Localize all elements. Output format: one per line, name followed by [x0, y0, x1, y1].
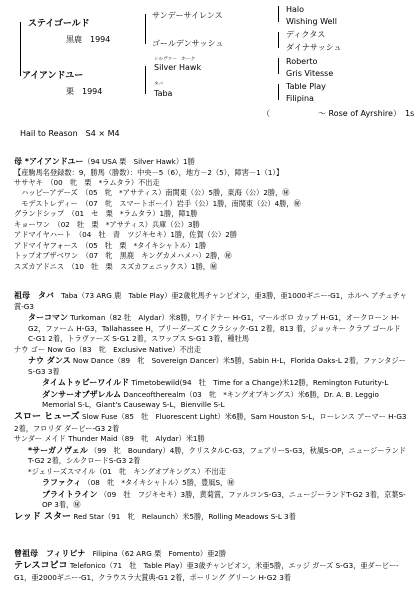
progeny-entry [14, 411, 407, 434]
greatgranddam-section [14, 548, 407, 583]
progeny-record: Turkoman（82 牡 Alydar）米8勝，ワイドナー H-G1，マールボロ カップ H-G1，オークローン H-G2，ファーム H-G3，Tallahassee H，ブリーダーズ C クラシック-G1 2着，813 着，ジョッキー クラブ ゴールド C-G1 2着，トラヴァーズ S-G1 2着，スワップス S-G1 3着，種牡馬 [28, 313, 401, 344]
sire-name: ステイゴールド [28, 19, 90, 29]
dam-dam-ruby: タバ [154, 82, 164, 87]
granddam-heading: 祖母 タバ [14, 291, 54, 300]
sdam-dam: ダイナサッシュ [286, 43, 342, 52]
progeny-name: *サーガノヴェル [28, 445, 88, 455]
progeny-record: ナウ ゴー Now Go（83 牝 Exclusive Native）不出走 [14, 344, 202, 354]
progeny-entry [14, 511, 407, 524]
progeny-record: （09 牡 フジキセキ）3勝，黄菊賞，ファルコンS-G3，ニュージーランドT-G2 3着，京葉S-OP 3着，㊙ [42, 489, 406, 510]
progeny-entry [14, 434, 407, 444]
mother-line: アドマイヤフォース （05 牡 栗 *タイキシャトル）1勝 [14, 240, 207, 250]
mother-line: アドマイヤハート （04 牡 青 ツジキセキ）1勝，佐賀（公）2勝 [14, 230, 237, 240]
progeny-entry [14, 445, 407, 467]
progeny-name: テレスコピコ [14, 560, 68, 571]
ssire-sire: Halo [286, 5, 305, 14]
progeny-entry [14, 377, 407, 389]
progeny-record: サンダー メイド Thunder Maid（89 牝 Alydar）米1勝 [14, 434, 205, 444]
pedigree-line [278, 58, 279, 74]
greatgranddam-lines [14, 560, 407, 583]
dam-sire: Silver Hawk [154, 63, 202, 72]
progeny-record: Slow Fuse（85 牡 Fluorescent Light）米6勝，Sam Houston S-L，ローレンス アーマー H-G3 2着，フロリダ ダービー-G3 2着 [14, 411, 407, 433]
mother-line: グランドシップ （01 セ 栗 *ラムタラ）1勝，障1勝 [14, 209, 198, 219]
progeny-record: Telefonico（71 牡 Table Play）亜3歳チャンピオン，米亜5勝，エッジ ガーズ S-G3，亜ダービー-G1，亜2000ギニー-G1，クラウスラ大賞典-G1 2着，ポーリング グリーン H-G2 3着 [14, 560, 399, 582]
progeny-name: ナウ ダンス [28, 355, 71, 365]
sire-info: 黒鹿 1994 [66, 35, 111, 44]
progeny-entry [14, 477, 407, 489]
dam-name: アイアンドユー [22, 71, 84, 81]
progeny-record: *ジェリーズスマイル（01 牝 キングオブキングス）不出走 [28, 466, 226, 476]
progeny-record: （08 牝 *タイキシャトル）5勝，豊風S，㊙ [83, 477, 235, 487]
pedigree-line [145, 66, 146, 94]
progeny-record: Timetobewild(94 牡 Time for a Change)米12勝，Remington Futurity-L [131, 377, 389, 387]
progeny-name: スロー ヒューズ [14, 411, 80, 422]
pedigree-line [145, 14, 146, 44]
progeny-entry [14, 312, 407, 344]
progeny-entry [14, 345, 407, 355]
progeny-record: （99 牝 Boundary）4勝，クリスタルC-G3，フェアリーS-G3，秋風S-OP，ニュージーランドT-G2 2着，シルクロードS-G3 2着 [28, 445, 406, 466]
progeny-entry [14, 560, 407, 583]
dam-dam: Taba [154, 89, 173, 98]
progeny-name: ブライトライン [42, 489, 98, 499]
greatgranddam-heading-rest: Filipina（62 ARG 栗 Fomento）亜2勝 [92, 549, 227, 558]
progeny-record: Danceoftherealm（03 牝 *キングオブキングス）米6勝，Dr. A. B. Leggio Memorial S-L，Giant's Causeway S-L，Bienville S-L [42, 389, 379, 410]
pedigree-line [20, 22, 21, 76]
granddam-section [14, 290, 407, 524]
progeny-record: Red Star（91 牝 Relaunch）米5勝，Rolling Meadows S-L 3着 [73, 511, 296, 521]
progeny-entry [14, 489, 407, 511]
dsire-dam: Gris Vitesse [286, 69, 334, 78]
sire-dam: ゴールデンサッシュ [152, 39, 224, 48]
granddam-heading-rest: Taba（73 ARG 鹿 Table Play）亜2歳牝馬チャンピオン，亜3勝，亜1000ギニー-G1，ホルヘ アチュチャ賞-G3 [14, 291, 407, 311]
progeny-name: ラファクィ [42, 477, 82, 487]
mother-line: ハッピーアデーズ （05 牝 *アサティス）南関東（公）5勝，東海（公）2勝，㊙ [14, 188, 290, 198]
mother-line: スズカアドニス （10 牡 栗 スズカフェニックス）1勝，㊙ [14, 261, 218, 271]
progeny-entry [14, 389, 407, 411]
dam-info: 栗 1994 [66, 87, 103, 96]
sdam-sire: ディクタス [286, 30, 326, 39]
ddam-sire: Table Play [286, 82, 326, 91]
sire-sire: サンデーサイレンス [152, 11, 223, 20]
mother-section [14, 156, 407, 272]
mother-line: トップオブザベワン （07 牝 黒鹿 キングカメハメハ）2勝，㊙ [14, 251, 232, 261]
mother-line: ササヤキ （00 牝 栗 *ラムタラ）不出走 [14, 178, 160, 188]
mother-heading-rest: （94 USA 栗 Silver Hawk）1勝 [83, 157, 195, 166]
mother-stats: 【産駒馬名登録数：9，勝馬（勝数）：中央－5（6），地方－2（5），障害－1（1）】 [14, 167, 284, 177]
pedigree-line [278, 6, 279, 22]
greatgranddam-heading: 曾祖母 フィリピナ [14, 549, 86, 558]
pedigree-line [278, 84, 279, 100]
progeny-name: レッド スター [14, 511, 72, 522]
progeny-entry [14, 355, 407, 377]
progeny-name: タイムトゥビーワイルド [42, 377, 130, 387]
progeny-entry [14, 467, 407, 477]
pedigree-line [278, 32, 279, 48]
dsire-sire: Roberto [286, 57, 318, 66]
ddam-dam: Filipina [286, 94, 314, 103]
dam-sire-ruby: シルヴァー ホーク [154, 57, 196, 62]
granddam-lines [14, 312, 407, 524]
inbreeding-cross: Hail to Reason S4 × M4 [20, 129, 120, 138]
mother-line: モデストレディー （07 牝 スマートボーイ）岩手（公）1勝，南関東（公）4勝，㊙ [14, 198, 301, 208]
progeny-record: Now Dance（89 牝 Sovereign Dancer）米5勝，Sabin H-L，Florida Oaks-L 2着，ファンタジー S-G3 3着 [28, 355, 406, 376]
mother-heading: 母 *アイアンドユー [14, 157, 84, 166]
progeny-name: ダンサーオブザレルム [42, 389, 121, 399]
ssire-dam: Wishing Well [286, 17, 337, 26]
mother-line: キョーワン （02 牡 栗 *アサティス）兵庫（公）3勝 [14, 219, 200, 229]
progeny-name: ターコマン [28, 313, 68, 323]
pedigree-note: （ ～ Rose of Ayrshire） 1s [262, 109, 415, 118]
